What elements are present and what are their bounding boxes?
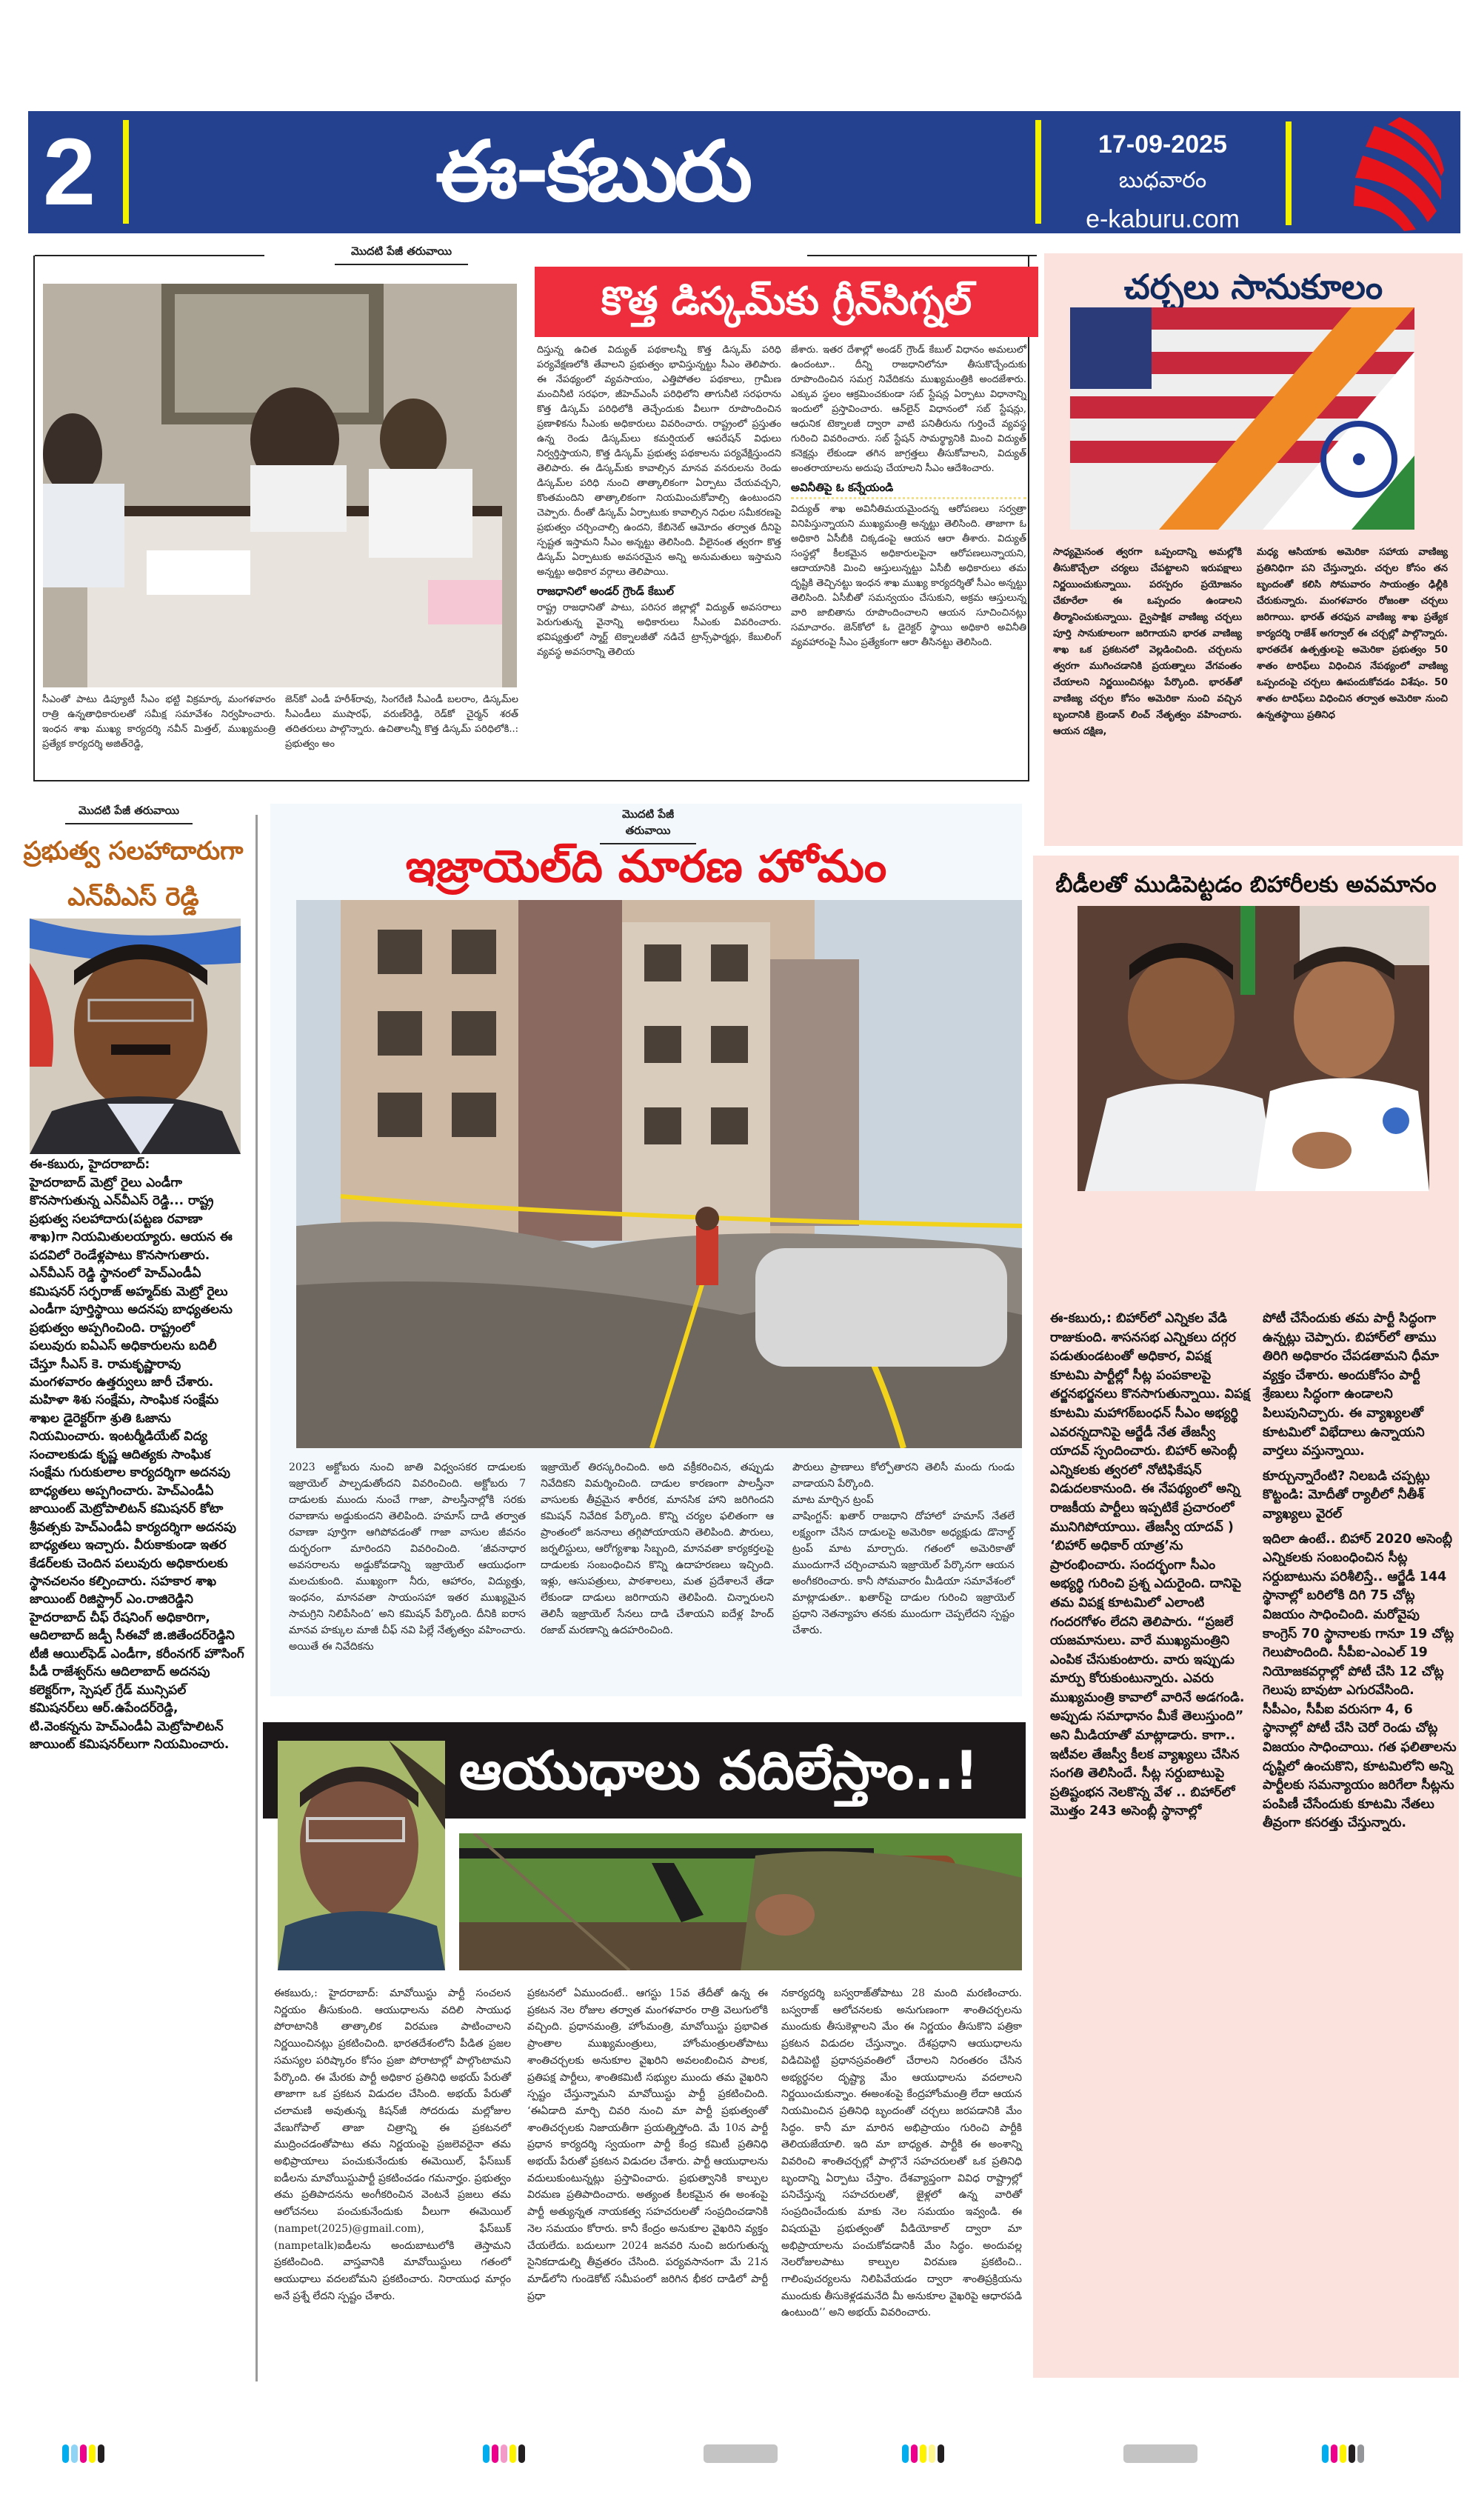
ink-swatch: [1331, 2444, 1337, 2463]
bihar-subhead-nitish: కూర్చున్నారేంటి? నిలబడి చప్పట్లు కొట్టండి: మోదీతో ర్యాలీలో నీతీశ్ వ్యాఖ్యలు వైరల్: [1263, 1468, 1430, 1521]
discom-col2: [791, 343, 1026, 650]
continued-label: మొదటి పేజీ తరువాయి: [600, 807, 696, 844]
grey-registration-mark: [1123, 2444, 1197, 2463]
discom-photo: [43, 284, 517, 687]
meeting-photo-illustration: [43, 284, 517, 687]
nvs-headline-line2: ఎన్‌వీఎస్ రెడ్డి: [67, 882, 199, 912]
discom-col1: [537, 343, 781, 660]
bihar-body-col2b: ఇదిలా ఉంటే.. బిహార్ 2020 అసెంబ్లీ ఎన్నికలకు సంబంధించిన సీట్ల సర్దుబాటును పరిశీలిస్తే.. ఆర్జేడీ 144 స్థానాల్లో బరిలోకి దిగి 75 చోట్ల విజయం సాధించింది. మరోవైపు కాంగ్రెస్ 70 స్థానాలకు గానూ 19 చోట్ల గెలుపొందింది. సీపీఐ-ఎంఎల్ 19 నియోజకవర్గాల్లో పోటీ చేసి 12 చోట్ల గెలుపు బావుటా ఎగురవేసింది. సీపీఎం, సీపీఐ వరుసగా 4, 6 స్థానాల్లో పోటీ చేసి చెరో రెండు చోట్ల విజయం సాధించాయి. గత ఫలితాలను దృష్టిలో ఉంచుకొని, కూటమిలోని అన్ని పార్టీలకు సమన్యాయం జరిగేలా సీట్లను పంపిణీ చేసేందుకు కూటమి నేతలు తీవ్రంగా కసరత్తు చేస్తున్నారు.: [1263, 1531, 1457, 1831]
bihar-col2: [1263, 1310, 1457, 1833]
discom-body-col1: దిస్తున్న ఉచిత విద్యుత్ పథకాలన్నీ కొత్త డిస్కమ్ పరిధి పర్యవేక్షణలోకి తేవాలని ప్రభుత్వం భావిస్తున్నట్టు సీఎం తెలిపారు. ఈ నేపథ్యంలో వ్యవసాయం, ఎత్తిపోతల పథకాలు, గ్రామీణ మంచినీటి సరఫరా, జీహెచ్ఎంసీ పరిధిలోని తాగునీటి సరఫరాను కొత్త డిస్కమ్ పరిధిలోకి తెచ్చేందుకు వీలుగా రూపొందించిన ప్రణాళికను సీఎంకు అధికారులు వివరించారు. రాష్ట్రంలో ప్రస్తుతం ఉన్న రెండు డిస్కమ్‌లు కమర్షియల్ ఆపరేషన్ విధులు నిర్వర్తిస్తాయని, కొత్త డిస్కమ్ ప్రభుత్వ పథకాలను పర్యవేక్షిస్తుందని తెలిపారు. ఈ డిస్కమ్‌కు కావాల్సిన మానవ వనరులను రెండు డిస్కమ్‌ల పరిధి నుంచి తాత్కాలికంగా ఏర్పాటు చేయవచ్చని, కొంతమందిని తాత్కాలికంగా నియమించుకోవాల్సి ఉంటుందని చెప్పారు. దీంతో డిస్కమ్ ఏర్పాటుకు కావాల్సిన నిధుల సమీకరణపై ప్రభుత్వం చర్చించాల్సి ఉందని, కేబినెట్ ఆమోదం తర్వాత దీనిపై స్పష్టత ఇస్తామని సీఎం అన్నట్టు తెలిసింది. వీలైనంత త్వరగా కొత్త డిస్కమ్ ఏర్పాటుకు అవసరమైన అన్ని అనుమతులు ఇస్తామని అన్నట్టు అధికార వర్గాలు తెలిపాయి.: [537, 344, 781, 578]
page-number: 2: [43, 119, 96, 225]
continued-label: మొదటి పేజీ తరువాయి: [65, 804, 193, 824]
soldier-with-rifle-illustration: [459, 1833, 1022, 1970]
discom-headline: కొత్త డిస్కమ్‌కు గ్రీన్‌సిగ్నల్: [535, 267, 1038, 337]
ink-swatch: [1349, 2444, 1355, 2463]
ink-swatch: [902, 2444, 909, 2463]
israel-subhead-trump: మాట మార్చిన ట్రంప్: [792, 1494, 874, 1506]
flags-photo: [1070, 307, 1414, 530]
ink-swatch: [80, 2444, 87, 2463]
discom-body-col1b: రాష్ట్ర రాజధానితో పాటు, పరిసర జిల్లాల్లో విద్యుత్ అవసరాలు పెరుగుతున్న వైనాన్ని అధికారులు సీఎంకు వివరించారు. భవిష్యత్తులో స్మార్ట్ టెక్నాలజీతో నడిచే ట్రాన్స్‌ఫార్మర్లు, కేబులింగ్ వ్యవస్థ అవసరాన్ని తెలియ: [537, 602, 781, 658]
discom-body-col2: జేశారు. ఇతర దేశాల్లో అండర్ గ్రౌండ్ కేబుల్ విధానం అమలులో ఉందంటూ.. దీన్ని రాజధానిలోనూ తీసుకొచ్చేందుకు రూపొందించిన సమగ్ర నివేదికను ముఖ్యమంత్రికి అందజేశారు. ఎక్కువ స్థలం ఆక్రమించకుండా సబ్ స్టేషన్ల ఏర్పాటు విధానాన్ని ఇందులో ప్రస్తావించారు. ఆన్‌లైన్ విధానంలో సబ్ స్టేషన్లు, ఆధునిక టెక్నాలజీ ద్వారా వాటి పనితీరును గుర్తించే వ్యవస్థ గురించి వివరించారు. సబ్ స్టేషన్ సామర్థ్యానికి మించి విద్యుత్ కనెక్షన్లు లేకుండా తగిన జాగ్రత్తలు తీసుకోవాలని, విద్యుత్ అంతరాయాలను అదుపు చేయాలని సీఎం ఆదేశించారు.: [791, 344, 1026, 474]
registration-mark: [62, 2444, 104, 2463]
registration-mark: [902, 2444, 944, 2463]
discom-subhead-corruption: అవినీతిపై ఓ కన్నేయండి: [791, 479, 1026, 499]
soldiers-photo: [459, 1833, 1022, 1970]
israel-body-col3b: వాషింగ్టన్: ఖతార్ రాజధాని దోహాలో హమాస్ నేతలే లక్ష్యంగా చేసిన దాడులపై అమెరికా అధ్యక్షుడు డొనాల్డ్ ట్రంప్ మాట మార్చారు. గతంలో అమెరికాతో ముందుగానే చర్చించామని ఇజ్రాయెల్ పేర్కొనగా ఆయన అంగీకరించారు. కానీ సోమవారం మీడియా సమావేశంలో మాట్లాడుతూ.. ఖతార్‌పై దాడుల గురించి ఇజ్రాయెల్ ప్రధాని నెతన్యాహు తనకు ముందుగా చెప్పలేదని స్పష్టం చేశారు.: [792, 1510, 1015, 1636]
portrait-illustration: [278, 1741, 445, 1970]
ink-swatch: [920, 2444, 926, 2463]
israel-headline: ఇజ్రాయెల్‌ది మారణ హోమం: [405, 841, 887, 893]
ink-swatch: [518, 2444, 525, 2463]
talks-body-col1: సాధ్యమైనంత త్వరగా ఒప్పందాన్ని అమల్లోకి తీసుకొచ్చేలా చర్యలు చేపట్టాలని ఇరుపక్షాలు నిర్ణయించుకున్నాయి. పరస్పరం ప్రయోజనం చేకూరేలా ఈ ఒప్పందం ఉండాలని తీర్మానించుకున్నాయి. ద్వైపాక్షిక వాణిజ్య చర్చలు పూర్తి సానుకూలంగా జరిగాయని భారత వాణిజ్య శాఖ ఒక ప్రకటనలో వెల్లడించింది. చర్చలను త్వరగా ముగించడానికి ప్రయత్నాలు వేగవంతం చేయాలని నిర్ణయించినట్లు పేర్కొంది. భారత్‌తో వాణిజ్య చర్చల కోసం అమెరికా నుంచి వచ్చిన బృందానికి బ్రెండాన్ లించ్ నేతృత్వం వహించారు. ఆయన దక్షిణ,: [1053, 547, 1242, 737]
ink-swatch: [929, 2444, 935, 2463]
nvs-reddy-photo: [30, 919, 241, 1154]
talks-headline: చర్చలు సానుకూలం: [1123, 267, 1383, 307]
maoist-body-col1: ఈకబురు,: హైదరాబాద్: మావోయిస్టు పార్టీ సంచలన నిర్ణయం తీసుకుంది. ఆయుధాలను వదిలి సాయుధ పోరాటానికి తాత్కాలిక విరమణ పాటించాలని నిర్ణయించినట్లు ప్రకటించింది. భారతదేశంలోని పీడిత ప్రజల సమస్యల పరిష్కారం కోసం ప్రజా పోరాటాల్లో పాల్గొంటామని పేర్కొంది. ఈ మేరకు పార్టీ అధికార ప్రతినిధి అభయ్ పేరుతో తాజాగా ఒక ప్రకటన విడుదల చేసింది. అభయ్ పేరుతో చలామణి అవుతున్న కిషన్‌జీ సోదరుడు మల్లోజుల వేణుగోపాల్ తాజా చిత్రాన్ని ఈ ప్రకటనలో ముద్రించడంతోపాటు తమ నిర్ణయంపై ప్రజలెవరైనా తమ అభిప్రాయాలు పంచుకునేందుకు ఈమెయిల్, ఫేస్‌బుక్ ఐడీలను మావోయిస్టుపార్టీ ప్రకటించడం గమనార్హం. ప్రభుత్వం తమ ప్రతిపాదనను అంగీకరించిన వెంటనే ప్రజలు తమ ఆలోచనలు పంచుకునేందుకు వీలుగా ఈమెయిల్ (nampet(2025)@gmail.com), ఫేస్‌బుక్ (nampetalk)ఐడీలను అందుబాటులోకి తెస్తామని ప్రకటించింది. వాస్తవానికి మావోయిస్టులు గతంలో ఆయుధాలు వదలబోమని ప్రకటించారు. నిరాయుధ మార్గం అనే ప్రశ్నే లేదని స్పష్టం చేశారు.: [274, 1987, 511, 2302]
nvs-body: హైదరాబాద్ మెట్రో రైలు ఎండీగా కొనసాగుతున్న ఎన్‌వీఎస్ రెడ్డి... రాష్ట్ర ప్రభుత్వ సలహాదారు(పట్టణ రవాణా శాఖ)గా నియమితులయ్యారు. ఆయన ఈ పదవిలో రెండేళ్లపాటు కొనసాగుతారు. ఎన్‌వీఎస్ రెడ్డి స్థానంలో హెచ్‌ఎండీఏ కమిషనర్ సర్ఫరాజ్ అహ్మద్‌కు మెట్రో రైలు ఎండీగా పూర్తిస్థాయి అదనపు బాధ్యతలను ప్రభుత్వం అప్పగించింది. రాష్ట్రంలో పలువురు ఐఏఎస్ అధికారులను బదిలీ చేస్తూ సీఎస్ కె. రామకృష్ణారావు మంగళవారం ఉత్తర్వులు జారీ చేశారు. మహిళా శిశు సంక్షేమ, సాంఘిక సంక్షేమ శాఖల డైరెక్టర్‌గా శ్రుతి ఓజాను నియమించారు. ఇంటర్మీడియేట్ విద్య సంచాలకుడు కృష్ణ ఆదిత్యకు సాంఘిక సంక్షేమ గురుకులాల కార్యదర్శిగా అదనపు బాధ్యతలు అప్పగించారు. హెచ్‌ఎండీఏ జాయింట్ మెట్రోపాలిటన్ కమిషనర్ కోటా శ్రీవత్సకు హెచ్‌ఎండీఏ కార్యదర్శిగా అదనపు బాధ్యతలు ఇచ్చారు. వీరుకాకుండా ఇతర కేడర్‌లకు చెందిన పలువురు అధికారులకు స్థానచలనం కల్పించారు. సహకార శాఖ జాయింట్ రిజిస్ట్రార్ ఎం.రాజిరెడ్డిని హైదరాబాద్ చీఫ్ రేషనింగ్ అధికారిగా, ఆదిలాబాద్ జడ్పీ సీఈవో జి.జితేందర్‌రెడ్డిని టీజీ ఆయిల్‌ఫెడ్ ఎండీగా, కరీంనగర్ హౌసింగ్ పీడీ రాజేశ్వర్‌ను ఆదిలాబాద్ అదనపు కలెక్టర్‌గా, స్పెషల్ గ్రేడ్ మున్సిపల్ కమిషనర్‌లు ఆర్.ఉపేందర్‌రెడ్డి, టి.వెంకన్నను హెచ్‌ఎండీఏ మెట్రోపాలిటన్ జాయింట్ కమిషనర్‌లుగా నియమించారు.: [30, 1176, 244, 1753]
ink-swatch: [1340, 2444, 1346, 2463]
leaders-illustration: [1078, 906, 1429, 1191]
issue-date: 17-09-2025: [1098, 130, 1227, 159]
discom-body-col2b: విద్యుత్ శాఖ అవినీతిమయమైందన్న ఆరోపణలు సర్వత్రా వినిపిస్తున్నాయని ముఖ్యమంత్రి అన్నట్టు తెలిసింది. తాజాగా ఓ అధికారి ఏసీబీకి చిక్కడంపై ఆయన ఆరా తీశారు. విద్యుత్ సంస్థల్లో కీలకమైన అధికారులపైనా ఆరోపణలున్నాయని, ఆదాయానికి మించి ఆస్తులున్నట్టు ఏసీబీ అధికారులు తమ దృష్టికి తెచ్చినట్టు ఇంధన శాఖ ముఖ్య కార్యదర్శితో సీఎం అన్నట్టు తెలిసింది. ఏసీబీతో సమన్వయం చేసుకుని, అక్రమ ఆస్తులున్న వారి జాబితాను రూపొందించాలని ఆయన సూచించినట్లు సమాచారం. జెన్‌కోలో ఓ డైరెక్టర్ స్థాయి అధికారి అవినీతి వ్యవహారంపై సీఎం ప్రత్యేకంగా ఆరా తీసినట్టు తెలిసింది.: [791, 504, 1026, 648]
talks-body-col2: మధ్య ఆసియాకు అమెరికా సహాయ వాణిజ్య ప్రతినిధిగా పని చేస్తున్నారు. చర్చల కోసం తన బృందంతో కలిసి సోమవారం సాయంత్రం ఢిల్లీకి చేరుకున్నారు. మంగళవారం రోజంతా చర్చలు జరిగాయి. భారత్ తరఫున వాణిజ్య శాఖ ప్రత్యేక కార్యదర్శి రాజేశ్ అగర్వాల్ ఈ చర్చల్లో పాల్గొన్నారు. భారతదేశ ఉత్పత్తులపై అమెరికా ప్రభుత్వం 50 శాతం టారిఫ్‌లు విధించిన నేపథ్యంలో వాణిజ్య ఒప్పందంపై చర్చలు ఊపందుకోవడం విశేషం. 50 శాతం టారిఫ్‌లు విధించిన తర్వాత అమెరికా నుంచి ఉన్నతస్థాయి ప్రతినిధ: [1257, 547, 1448, 721]
abhay-photo: [278, 1741, 445, 1970]
israel-body-col2: ఇజ్రాయెల్ తిరస్కరించింది. అది వక్రీకరించిన, తప్పుడు నివేదికని విమర్శించింది. దాడుల కారణంగా పాలస్తీనా వాసులకు తీవ్రమైన శారీరక, మానసిక హాని జరిగిందని కమిషన్ నివేదిక పేర్కొంది. కొన్ని చర్యల ఫలితంగా ఆ ప్రాంతంలో జననాలు తగ్గిపోయాయని తెలిపింది. పౌరులు, జర్నలిస్టులు, ఆరోగ్యశాఖ సిబ్బంది, మానవతా కార్యకర్తలపై దాడులకు సంబంధించిన కొన్ని ఉదాహరణలు ఇచ్చింది. ఇళ్లు, ఆసుపత్రులు, పాఠశాలలు, మత ప్రదేశాలనే తేడా లేకుండా దాడులు జరిగాయని తెలిపింది. చిన్నారులని తెలిసీ ఇజ్రాయెల్ సేనలు దాడి చేశాయని ఐదేళ్ల హింద్ రజాబ్ మరణాన్ని ఉదహరించింది.: [541, 1461, 774, 1636]
issue-weekday: బుధవారం: [1118, 168, 1207, 193]
divider: [123, 120, 129, 224]
ink-swatch: [1322, 2444, 1329, 2463]
discom-caption-col1: సీఎంతో పాటు డిప్యూటీ సీఎం భట్టి విక్రమార్క మంగళవారం రాత్రి ఉన్నతాధికారులతో సమీక్ష సమావేశం నిర్వహించారు. ఇంధన శాఖ ముఖ్య కార్యదర్శి నవీన్ మిత్తల్, ముఖ్యమంత్రి ప్రత్యేక కార్యదర్శి అజిత్‌రెడ్డి,: [42, 694, 275, 750]
bihar-photo: [1078, 906, 1429, 1191]
us-india-flags-illustration: [1070, 307, 1414, 530]
continued-label: మొదటి పేజీ తరువాయి: [335, 244, 468, 265]
divider: [1035, 120, 1041, 224]
ink-swatch: [510, 2444, 516, 2463]
bihar-body-col2: పోటీ చేసేందుకు తమ పార్టీ సిద్ధంగా ఉన్నట్లు చెప్పారు. బిహార్‌లో తాము తిరిగి అధికారం చేపడతామని ధీమా వ్యక్తం చేశారు. అందుకోసం పార్టీ శ్రేణులు సిద్ధంగా ఉండాలని పిలుపునిచ్చారు. ఈ వ్యాఖ్యలతో కూటమిలో విభేదాలు ఉన్నాయని వార్తలు వస్తున్నాయి.: [1263, 1311, 1439, 1459]
ink-swatch: [911, 2444, 918, 2463]
discom-caption-col2: జెన్‌కో ఎండీ హరీశ్‌రావు, సింగరేణి సీఎండీ బలరాం, డిస్కమ్‌ల సీఎండీలు ముషారఫ్, వరుణ్‌రెడ్డి, రెడ్‌కో చైర్మన్ శరత్ తదితరులు పాల్గొన్నారు. ఉచితాలన్నీ కొత్త డిస్కమ్ పరిధిలోకి..: ప్రభుత్వం అం: [285, 694, 518, 750]
portrait-illustration: [30, 919, 241, 1154]
ink-swatch: [938, 2444, 944, 2463]
bihar-body-col1: ఈ-కబురు,: బిహార్‌లో ఎన్నికల వేడి రాజుకుంది. శాసనసభ ఎన్నికలు దగ్గర పడుతుండటంతో అధికార, విపక్ష కూటమి పార్టీల్లో సీట్ల పంపకాలపై తర్జనభర్జనలు కొనసాగుతున్నాయి. విపక్ష కూటమి మహాగఠ్‌బంధన్ సీఎం అభ్యర్థి ఎవరన్నదానిపై ఆర్జేడీ నేత తేజస్వీ యాదవ్ స్పందించారు. బిహార్ అసెంబ్లీ ఎన్నికలకు త్వరలో నోటిఫికేషన్ విడుదలకానుంది. ఈ నేపథ్యంలో అన్ని రాజకీయ పార్టీలు ఇప్పటికే ప్రచారంలో మునిగిపోయాయి. తేజస్వీ యాదవ్ ) ‘బిహార్ అధికార్ యాత్ర’ను ప్రారంభించారు. సందర్భంగా సీఎం అభ్యర్థి గురించి ప్రశ్న ఎదురైంది. దానిపై తమ విపక్ష కూటమిలో ఎలాంటి గందరగోళం లేదని తెలిపారు. “ప్రజలే యజమానులు. వారే ముఖ్యమంత్రిని ఎంపిక చేసుకుంటారు. వారు ఇప్పుడు మార్పు కోరుకుంటున్నారు. ఎవరు ముఖ్యమంత్రి కావాలో వారినే అడగండి. అప్పుడు సమాధానం మీకే తెలుస్తుంది” అని మీడియాతో మాట్లాడారు. కాగా.. ఇటీవల తేజస్వీ కీలక వ్యాఖ్యలు చేసిన సంగతి తెలిసిందే. సీట్ల సర్దుబాటుపై ప్రతిష్టంభన నెలకొన్న వేళ .. బిహార్‌లో మొత్తం 243 అసెంబ్లీ స్థానాల్లో: [1050, 1311, 1250, 1819]
logo-icon: [1333, 111, 1451, 233]
ink-swatch: [492, 2444, 498, 2463]
ink-swatch: [501, 2444, 507, 2463]
israel-photo: [296, 900, 1022, 1448]
nvs-dateline: ఈ-కబురు, హైదరాబాద్:: [30, 1157, 150, 1172]
maoist-headline: ఆయుధాలు వదిలేస్తాం..!: [459, 1739, 979, 1801]
issue-info: [1044, 127, 1281, 239]
ink-swatch: [89, 2444, 96, 2463]
israel-col3: [792, 1459, 1015, 1639]
maoist-body-col3: నకార్యదర్శి బస్వరాజ్‌తోపాటు 28 మంది మరణించారు. బస్వరాజ్ ఆలోచనలకు అనుగుణంగా శాంతిచర్చలను ముందుకు తీసుకెళ్లాలని మేం ఈ నిర్ణయం తీసుకొని పత్రికా ప్రకటన విడుదల చేస్తున్నాం. దేశప్రధాని ఆయుధాలను విడిచిపెట్టి ప్రధానస్రవంతిలో చేరాలని నిరంతరం చేసిన అభ్యర్థనల దృష్ట్యా మేం ఆయుధాలను వదలాలని నిర్ణయించుకున్నాం. ఈఅంశంపై కేంద్రహోంమంత్రి లేదా ఆయన నియమించిన ప్రతినిధి బృందంతో చర్చలు జరపడానికి మేం సిద్ధం. కానీ మా మారిన అభిప్రాయం గురించి పార్టీకి తెలియజేయాలి. ఇది మా బాధ్యత. పార్టీకి ఈ అంశాన్ని వివరించి శాంతిచర్చల్లో పాల్గొనే సహచరులతో ఒక ప్రతినిధి బృందాన్ని ఏర్పాటు చేస్తాం. దేశవ్యాప్తంగా వివిధ రాష్ట్రాల్లో పనిచేస్తున్న సహచరులతో, జైళ్లలో ఉన్న వారితో సంప్రదించేందుకు మాకు నెల సమయం ఇవ్వండి. ఈ విషయమై ప్రభుత్వంతో వీడియోకాల్ ద్వారా మా అభిప్రాయాలను పంచుకోవడానికీ మేం సిద్ధం. అందువల్ల నెలరోజులపాటు కాల్పుల విరమణ ప్రకటించి.. గాలింపుచర్యలను నిలిపివేయడం ద్వారా శాంతిప్రక్రియను ముందుకు తీసుకెళ్లడమనేది మీ అనుకూల వైఖరిపై ఆధారపడి ఉంటుంది’’ అని అభయ్ వివరించారు.: [781, 1987, 1022, 2319]
maoist-body-col2: ప్రకటనలో ఏముందంటే.. ఆగస్టు 15వ తేదీతో ఉన్న ఈ ప్రకటన నెల రోజుల తర్వాత మంగళవారం రాత్రి వెలుగులోకి వచ్చింది. ప్రధానమంత్రి, హోంమంత్రి, మావోయిస్టు ప్రభావిత ప్రాంతాల ముఖ్యమంత్రులు, హోంమంత్రులతోపాటు శాంతిచర్చలకు అనుకూల వైఖరిని అవలంబించిన పాలక, ప్రతిపక్ష పార్టీలు, శాంతికమిటీ సభ్యుల ముందు తమ వైఖరిని స్పష్టం చేస్తున్నామని మావోయిస్టు పార్టీ ప్రకటించింది. ‘ఈఏడాది మార్చి చివరి నుంచి మా పార్టీ ప్రభుత్వంతో శాంతిచర్చలకు నిజాయతీగా ప్రయత్నిస్తోంది. మే 10న పార్టీ ప్రధాన కార్యదర్శి స్వయంగా పార్టీ కేంద్ర కమిటీ ప్రతినిధి అభయ్ పేరుతో ప్రకటన విడుదల చేశారు. పార్టీ ఆయుధాలను వదులుకుంటున్నట్లు ప్రస్తావించారు. ప్రభుత్వానికి కాల్పుల విరమణ ప్రతిపాదించారు. అత్యంత కీలకమైన ఈ అంశంపై పార్టీ అత్యున్నత నాయకత్వ సహచరులతో సంప్రదించడానికి నెల సమయం కోరారు. కానీ కేంద్రం అనుకూల వైఖరిని వ్యక్తం చేయలేదు. బదులుగా 2024 జనవరి నుంచి జరుగుతున్న సైనికదాడుల్ని తీవ్రతరం చేసింది. పర్యవసానంగా మే 21న మాడ్‌లోని గుండెకోట్ సమీపంలో జరిగిన భీకర దాడిలో పార్టీ ప్రధా: [527, 1987, 768, 2302]
ink-swatch: [1357, 2444, 1364, 2463]
ink-swatch: [483, 2444, 490, 2463]
discom-subhead-capital: రాజధానిలో అండర్ గ్రౌండ్ కేబుల్: [537, 584, 674, 598]
column-divider: [255, 815, 258, 2381]
ink-swatch: [98, 2444, 104, 2463]
israel-body-col1: 2023 అక్టోబరు నుంచి జాతి విధ్వంసకర దాడులకు ఇజ్రాయెల్ పాల్పడుతోందని వివరించింది. అక్టోబరు 7 దాడులకు ముందు నుంచే గాజా, పాలస్తీనాల్లోకి సరకు రవాణాను అడ్డుకుందని తెలిపింది. హమాస్ దాడి తర్వాత రవాణా పూర్తిగా ఆగిపోవడంతో గాజా వాసుల జీవనం దుర్భరంగా మారిందని వివరించింది. ‘జీవనాధార అవసరాలను అడ్డుకోవడాన్ని ఇజ్రాయెల్ ఆయుధంగా మలచుకుంది. ముఖ్యంగా నీరు, ఆహారం, విద్యుత్తు, ఇంధనం, మానవతా సాయంసహా ఇతర ముఖ్యమైన సామగ్రిని నిలిపేసింది’ అని కమిషన్ పేర్కొంది. దీనికి ఐరాస మానవ హక్కుల మాజీ చీఫ్ నవి పిల్లే నేతృత్వం వహించారు. అయితే ఈ నివేదికను: [289, 1461, 526, 1653]
nvs-headline-line1: ప్రభుత్వ సలహాదారుగా: [23, 836, 244, 866]
website-link[interactable]: e-kaburu.com: [1086, 205, 1240, 233]
ink-swatch: [62, 2444, 69, 2463]
registration-mark: [483, 2444, 525, 2463]
israel-body-col3: పౌరులు ప్రాణాలు కోల్పోతారని తెలిసీ మందు గుండు వాడాయని పేర్కొంది.: [792, 1461, 1015, 1490]
bihar-headline: బీడీలతో ముడిపెట్టడం బిహారీలకు అవమానం: [1055, 872, 1437, 898]
newspaper-brand: ఈ-కబురు: [435, 124, 750, 220]
destroyed-building-illustration: [296, 900, 1022, 1448]
registration-mark: [1322, 2444, 1364, 2463]
ink-swatch: [71, 2444, 78, 2463]
divider: [1286, 121, 1292, 225]
grey-registration-mark: [704, 2444, 778, 2463]
